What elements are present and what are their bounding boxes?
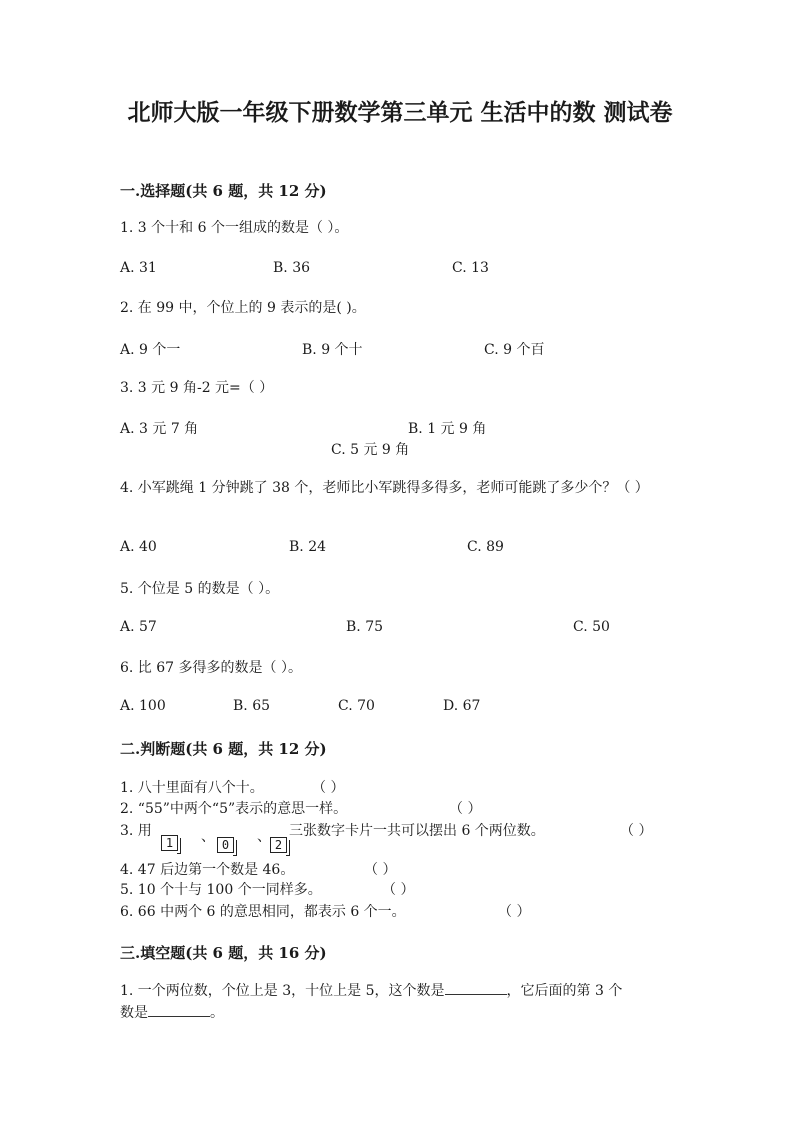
answer-paren-6: （ ）	[498, 904, 531, 920]
section-heading-choice: 一.选择题(共 6 题，共 12 分)	[120, 182, 327, 200]
option-6d: D. 67	[443, 698, 481, 714]
question-2: 2. 在 99 中，个位上的 9 表示的是( )。	[120, 300, 366, 316]
card-separator-2: 、	[257, 829, 271, 845]
digit-card-0: 0	[217, 837, 234, 853]
section-heading-fill: 三.填空题(共 6 题，共 16 分)	[120, 944, 327, 962]
option-6a: A. 100	[120, 698, 166, 714]
option-2c: C. 9 个百	[484, 342, 545, 358]
digit-card-1: 1	[161, 835, 178, 851]
option-5a: A. 57	[120, 619, 157, 635]
judge-item-6: 6. 66 中两个 6 的意思相同，都表示 6 个一。	[120, 904, 406, 920]
question-3: 3. 3 元 9 角-2 元=（ ）	[120, 380, 274, 396]
option-1a: A. 31	[120, 260, 157, 276]
judge-item-5: 5. 10 个十与 100 个一同样多。	[120, 882, 322, 898]
section-heading-judge: 二.判断题(共 6 题，共 12 分)	[120, 740, 327, 758]
question-4: 4. 小军跳绳 1 分钟跳了 38 个，老师比小军跳得多得多，老师可能跳了多少个？（ ）	[120, 480, 649, 496]
answer-paren-4: （ ）	[364, 862, 397, 878]
option-5c: C. 50	[573, 619, 610, 635]
answer-paren-1: （ ）	[312, 780, 345, 796]
option-3b: B. 1 元 9 角	[408, 421, 487, 437]
question-6: 6. 比 67 多得多的数是（ ）。	[120, 660, 302, 676]
card-separator-1: 、	[201, 829, 215, 845]
fill-question-1-end: 。	[210, 1005, 224, 1021]
question-5: 5. 个位是 5 的数是（ ）。	[120, 581, 280, 597]
answer-blank-1[interactable]	[445, 980, 507, 995]
option-4b: B. 24	[289, 539, 327, 555]
digit-card-2: 2	[270, 837, 287, 853]
answer-blank-2[interactable]	[148, 1002, 210, 1017]
option-1c: C. 13	[452, 260, 489, 276]
option-3a: A. 3 元 7 角	[120, 421, 199, 437]
option-2b: B. 9 个十	[302, 342, 363, 358]
fill-question-1-part-b: ，它后面的第 3 个	[506, 983, 623, 999]
fill-question-1-part-c: 数是	[120, 1005, 148, 1021]
judge-item-3-rest: 三张数字卡片一共可以摆出 6 个两位数。	[289, 823, 545, 839]
question-1: 1. 3 个十和 6 个一组成的数是（ ）。	[120, 220, 349, 236]
judge-item-3: 3. 用	[120, 823, 152, 839]
option-3c: C. 5 元 9 角	[331, 442, 410, 458]
judge-item-1: 1. 八十里面有八个十。	[120, 780, 264, 796]
answer-paren-3: （ ）	[620, 823, 653, 839]
option-6c: C. 70	[338, 698, 375, 714]
fill-question-1	[120, 980, 680, 1024]
option-2a: A. 9 个一	[120, 342, 181, 358]
option-4a: A. 40	[120, 539, 157, 555]
option-1b: B. 36	[273, 260, 311, 276]
answer-paren-2: （ ）	[449, 801, 482, 817]
fill-question-1-part-a: 1. 一个两位数，个位上是 3，十位上是 5，这个数是	[120, 983, 445, 999]
answer-paren-5: （ ）	[382, 882, 415, 898]
page-title: 北师大版一年级下册数学第三单元 生活中的数 测试卷	[127, 99, 673, 126]
judge-item-2: 2. “55”中两个“5”表示的意思一样。	[120, 801, 348, 817]
option-6b: B. 65	[233, 698, 271, 714]
option-4c: C. 89	[467, 539, 504, 555]
judge-item-4: 4. 47 后边第一个数是 46。	[120, 862, 295, 878]
option-5b: B. 75	[346, 619, 384, 635]
